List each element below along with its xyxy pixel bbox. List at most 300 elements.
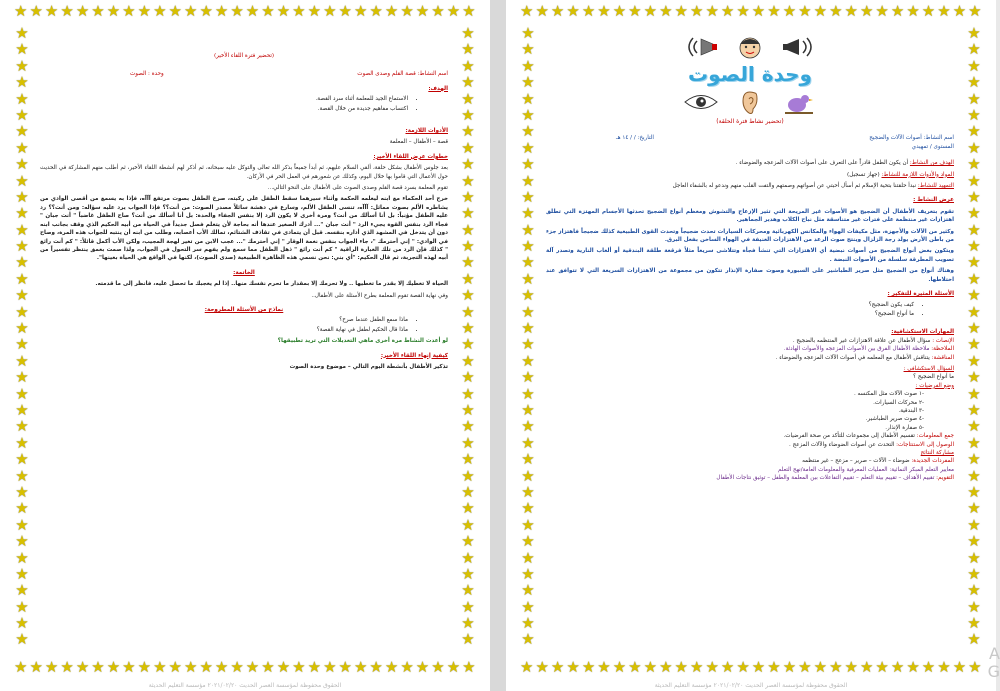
star-icon: ★ <box>521 466 535 485</box>
star-icon: ★ <box>15 138 29 157</box>
star-icon: ★ <box>461 155 475 174</box>
test-text: تقسيم الأطفال إلى مجموعات للتأكد من صحة الفرضيات. <box>783 433 915 440</box>
star-icon: ★ <box>967 450 981 469</box>
star-icon: ★ <box>967 614 981 633</box>
wisdom-text: الحياة لا تعطيك إلا بقدر ما تعطيها .. ولا تحرمك إلا بمقدار ما تحرم نفسك منها.. إذا لم يعجبك ما تحصل عليه، فانظر إلى ما قدمته. <box>95 281 448 288</box>
result-text: التحدث عن أصوات الضوضاء والآلات المزعج . <box>789 441 895 448</box>
star-icon: ★ <box>597 2 611 20</box>
star-icon: ★ <box>245 658 260 676</box>
star-icon: ★ <box>967 40 981 59</box>
star-icon: ★ <box>461 204 475 223</box>
star-icon: ★ <box>60 658 74 676</box>
star-icon: ★ <box>15 302 29 321</box>
star-icon: ★ <box>415 658 430 676</box>
star-icon: ★ <box>461 253 475 272</box>
star-icon: ★ <box>15 89 29 108</box>
star-icon: ★ <box>431 2 445 20</box>
star-icon: ★ <box>521 286 535 305</box>
star-icon: ★ <box>15 237 29 256</box>
star-icon: ★ <box>550 658 565 676</box>
star-icon: ★ <box>628 2 642 20</box>
hypothesis-item: -٣ البندقية. <box>898 407 924 414</box>
bird-icon <box>779 87 819 117</box>
date-label: التاريخ: / / ١٤ هـ <box>616 135 654 142</box>
unit-line: وحدة : الصوت <box>130 71 164 78</box>
star-icon: ★ <box>566 2 580 20</box>
star-icon: ★ <box>967 105 981 124</box>
star-icon: ★ <box>15 564 29 583</box>
star-icon: ★ <box>15 220 29 239</box>
star-icon: ★ <box>15 105 29 124</box>
star-icon: ★ <box>937 658 951 676</box>
ending-text: تذكير الأطفال بأنشطة اليوم التالي – موضوع وحدة الصوت <box>289 363 448 370</box>
star-icon: ★ <box>307 658 322 676</box>
star-icon: ★ <box>967 319 981 338</box>
star-icon: ★ <box>952 658 967 676</box>
star-icon: ★ <box>15 286 29 305</box>
steps-paragraph: بعد جلوس الأطفال بشكل حلقة، ألقي السلام عليهم، ثم أبدأ جميعاً بذكر الله تعالى والتوكل عليه سبحانه، ثم أذكر لهم أنشطة اللقاء الأخير، ثم أطلب منهم المشاركة في الحديث حول الأعمال التي قاموا بها خلال اليوم، وكذلك عن شعورهم في العمل الحر في الأركان. <box>40 165 448 180</box>
star-icon: ★ <box>75 658 90 676</box>
star-icon: ★ <box>15 73 29 92</box>
star-icon: ★ <box>15 335 29 354</box>
tools-text: قصة – الأطفال – المعلمة <box>389 139 448 146</box>
star-icon: ★ <box>521 499 535 518</box>
star-icon: ★ <box>461 482 475 501</box>
main-title: وحدة الصوت <box>688 62 812 86</box>
star-icon: ★ <box>906 2 920 20</box>
star-icon: ★ <box>461 56 475 75</box>
star-icon: ★ <box>535 658 549 676</box>
star-icon: ★ <box>751 2 766 20</box>
star-icon: ★ <box>844 2 858 20</box>
star-icon: ★ <box>521 73 535 92</box>
hypotheses-list <box>546 390 954 432</box>
star-icon: ★ <box>15 351 29 370</box>
ear-icon <box>735 87 765 117</box>
test-label: جمع المعلومات: <box>916 433 954 440</box>
star-icon: ★ <box>15 466 29 485</box>
star-icon: ★ <box>967 548 981 567</box>
star-icon: ★ <box>967 335 981 354</box>
star-icon: ★ <box>461 384 475 403</box>
star-icon: ★ <box>461 614 475 633</box>
star-icon: ★ <box>967 581 981 600</box>
star-icon: ★ <box>521 482 535 501</box>
star-icon: ★ <box>323 2 337 20</box>
star-icon: ★ <box>461 73 475 92</box>
star-border-right <box>966 26 982 648</box>
star-icon: ★ <box>230 2 244 20</box>
skill-text: ملاحظة الأطفال الفرق بين الأصوات المزعجه والأصوات الهادئة. <box>783 346 930 353</box>
star-icon: ★ <box>60 2 74 20</box>
star-icon: ★ <box>461 319 475 338</box>
right-page <box>506 0 996 691</box>
star-icon: ★ <box>461 630 475 649</box>
star-icon: ★ <box>44 658 59 676</box>
present-paragraph: وكثير من الآلات والأجهزة، مثل مكيفات الهواء والمكانس الكهربائية ومحركات السيارات تحدث ضجيجاً وتحدث القوى الطبيعية كذلك ضجيجاً فاهتزاز جزء من باطن الأرض يولد رجة الزلزال وينتج صوت الرعد من الاهتزازات العنيفة في الهواء الساخن بفعل البرق. <box>546 228 954 244</box>
hyp-heading: وضع الفرضيات : <box>915 382 954 389</box>
star-icon: ★ <box>521 220 535 239</box>
goal-heading: الهدف: <box>428 85 448 92</box>
star-icon: ★ <box>844 658 858 676</box>
goal-list <box>40 95 448 113</box>
star-icon: ★ <box>461 515 475 534</box>
right-content <box>546 34 954 644</box>
star-icon: ★ <box>967 564 981 583</box>
tools-heading: الأدوات اللازمة: <box>405 128 448 135</box>
star-icon: ★ <box>44 2 59 20</box>
star-icon: ★ <box>323 658 337 676</box>
star-icon: ★ <box>967 630 981 649</box>
star-icon: ★ <box>461 286 475 305</box>
ideas-line: لو أعدت النشاط مرة أخرى ماهي التعديلات التي تريد تطبيقها؟ <box>277 338 448 345</box>
star-icon: ★ <box>15 171 29 190</box>
star-icon: ★ <box>137 2 152 20</box>
intro-label: التمهيد للنشاط: <box>917 183 954 190</box>
present-heading: عرض النشاط : <box>913 197 954 204</box>
star-icon: ★ <box>521 24 535 42</box>
star-icon: ★ <box>521 630 535 649</box>
star-icon: ★ <box>520 2 534 20</box>
star-icon: ★ <box>813 2 828 20</box>
star-icon: ★ <box>967 482 981 501</box>
left-page <box>0 0 490 691</box>
ending-heading: كيفية إنهاء اللقاء الأخير: <box>380 352 448 359</box>
star-icon: ★ <box>550 2 565 20</box>
star-icon: ★ <box>369 2 383 20</box>
star-icon: ★ <box>15 56 29 75</box>
star-icon: ★ <box>967 73 981 92</box>
star-icon: ★ <box>967 155 981 174</box>
star-icon: ★ <box>628 658 642 676</box>
star-icon: ★ <box>461 417 475 436</box>
subtitle: (تحضير نشاط فترة الحلقة) <box>716 118 784 125</box>
star-icon: ★ <box>292 2 306 20</box>
star-icon: ★ <box>15 581 29 600</box>
star-icon: ★ <box>15 597 29 616</box>
q-heading: السؤال الاستكشافي : <box>903 365 954 372</box>
skill-label: الإنصات : <box>932 337 954 344</box>
star-icon: ★ <box>415 2 430 20</box>
star-icon: ★ <box>967 384 981 403</box>
right-footer: الحقوق محفوظة لمؤسسة العصر الحديث ٢٠٢١/٠٢/٢٠ مؤسسة التعليم الحديثة <box>654 682 848 689</box>
star-icon: ★ <box>369 658 383 676</box>
star-icon: ★ <box>199 658 213 676</box>
star-icon: ★ <box>937 2 951 20</box>
vocab-text: ضوضاء – الآلات – صرير – مزعج – غير منتظمه <box>802 458 910 465</box>
star-icon: ★ <box>75 2 90 20</box>
hypothesis-item: -٢ محركات السيارات. <box>873 399 924 406</box>
star-icon: ★ <box>353 2 368 20</box>
star-icon: ★ <box>462 658 476 676</box>
star-icon: ★ <box>15 400 29 419</box>
star-icon: ★ <box>967 171 981 190</box>
star-icon: ★ <box>461 302 475 321</box>
star-icon: ★ <box>276 2 291 20</box>
star-icon: ★ <box>15 450 29 469</box>
star-border-bottom <box>14 660 476 676</box>
eye-icon <box>681 87 721 117</box>
star-icon: ★ <box>521 400 535 419</box>
star-icon: ★ <box>461 105 475 124</box>
star-border-right <box>460 26 476 648</box>
star-icon: ★ <box>521 564 535 583</box>
star-border-bottom <box>520 660 982 676</box>
star-icon: ★ <box>446 2 461 20</box>
loudspeaker-icon <box>679 35 719 59</box>
star-icon: ★ <box>967 220 981 239</box>
wisdom-text-2: وفي نهاية القصة تقوم المعلمة بطرح الأسئلة على الأطفال.. <box>311 292 448 299</box>
star-icon: ★ <box>461 335 475 354</box>
star-icon: ★ <box>967 237 981 256</box>
star-icon: ★ <box>521 253 535 272</box>
star-icon: ★ <box>384 2 399 20</box>
star-icon: ★ <box>153 658 167 676</box>
star-icon: ★ <box>384 658 399 676</box>
star-icon: ★ <box>461 220 475 239</box>
star-icon: ★ <box>674 2 688 20</box>
hypothesis-item: -١ صوت الآلات مثل المكنسه . <box>853 391 924 398</box>
steps-heading: خطوات عرض اللقاء الأخير: <box>373 153 448 160</box>
star-icon: ★ <box>521 171 535 190</box>
star-icon: ★ <box>461 24 475 42</box>
star-icon: ★ <box>29 658 43 676</box>
star-icon: ★ <box>967 368 981 387</box>
star-icon: ★ <box>230 658 244 676</box>
star-icon: ★ <box>968 658 982 676</box>
star-icon: ★ <box>461 89 475 108</box>
level: المستوى / تمهيدي <box>911 143 954 150</box>
skill-text: سؤال الأطفال عن علاقة الاهتزازات غير المنتظمه بالضجيج . <box>792 337 931 344</box>
star-icon: ★ <box>521 237 535 256</box>
left-footer: الحقوق محفوظة لمؤسسة العصر الحديث ٢٠٢١/٠٢/٢٠ مؤسسة التعليم الحديثة <box>148 682 342 689</box>
star-border-top <box>14 4 476 20</box>
star-icon: ★ <box>521 351 535 370</box>
star-icon: ★ <box>643 658 658 676</box>
star-icon: ★ <box>643 2 658 20</box>
eval-label: التقويم: <box>936 475 954 482</box>
star-icon: ★ <box>106 2 121 20</box>
star-icon: ★ <box>431 658 445 676</box>
star-icon: ★ <box>967 499 981 518</box>
star-icon: ★ <box>521 384 535 403</box>
star-icon: ★ <box>245 2 260 20</box>
vocab-label: المفردات الجديدة: <box>911 458 954 465</box>
skill-label: الملاحظة: <box>931 346 954 353</box>
star-icon: ★ <box>782 2 797 20</box>
star-icon: ★ <box>705 658 719 676</box>
star-icon: ★ <box>521 204 535 223</box>
star-icon: ★ <box>15 187 29 206</box>
star-icon: ★ <box>91 2 105 20</box>
star-icon: ★ <box>597 658 611 676</box>
star-icon: ★ <box>967 466 981 485</box>
star-icon: ★ <box>15 204 29 223</box>
star-icon: ★ <box>461 499 475 518</box>
watermark: A G <box>987 644 1000 681</box>
star-icon: ★ <box>122 658 136 676</box>
present-paragraph: تقوم بتعريف الأطفال أن الضجيج هو الأصوات غير المريحة التي تثير الإزعاج والتشوش ومعظم أنواع الضجيج تحدثها الأجسام المهتزة التي تطلق اهتزازات غير منتظمة على فترات غير متناسقة مثل نباح الكلاب وهدير الجماهير. <box>546 208 954 224</box>
star-icon: ★ <box>829 658 843 676</box>
star-icon: ★ <box>15 269 29 288</box>
star-icon: ★ <box>921 2 936 20</box>
share-label: مشاركة النتائج <box>920 450 954 456</box>
star-icon: ★ <box>967 253 981 272</box>
star-icon: ★ <box>521 56 535 75</box>
hypothesis-item: -٤ صوت صرير الطباشير. <box>865 416 924 423</box>
star-icon: ★ <box>521 105 535 124</box>
star-icon: ★ <box>689 2 704 20</box>
star-icon: ★ <box>15 155 29 174</box>
star-icon: ★ <box>461 171 475 190</box>
star-icon: ★ <box>461 187 475 206</box>
star-icon: ★ <box>967 532 981 551</box>
activity-line: اسم النشاط: قصة القلم وصدى الصوت <box>357 71 448 78</box>
star-icon: ★ <box>461 532 475 551</box>
star-icon: ★ <box>461 548 475 567</box>
star-icon: ★ <box>461 351 475 370</box>
star-icon: ★ <box>15 499 29 518</box>
star-icon: ★ <box>967 122 981 141</box>
star-icon: ★ <box>521 302 535 321</box>
star-icon: ★ <box>462 2 476 20</box>
star-icon: ★ <box>214 2 229 20</box>
star-icon: ★ <box>15 548 29 567</box>
star-icon: ★ <box>967 89 981 108</box>
star-icon: ★ <box>967 515 981 534</box>
megaphone-icon <box>781 35 821 59</box>
star-icon: ★ <box>199 2 213 20</box>
star-icon: ★ <box>705 2 719 20</box>
star-border-left <box>520 26 536 648</box>
present-paragraph: ويتكون بعض أنواع الضجيج من أصوات نبضية أي الاهتزازات التي تنشأ فجأة وتتلاشى سريعاً مثلاً فرقعة طلقة البندقية أو ألعاب النارية وتصدر آلة تصويب المطرقة سلسلة من الأصوات النبضة . <box>546 248 954 263</box>
star-icon: ★ <box>521 335 535 354</box>
star-icon: ★ <box>168 2 182 20</box>
star-icon: ★ <box>967 187 981 206</box>
stim-question: • ما أنواع الضجيج؟ <box>546 310 914 318</box>
star-icon: ★ <box>798 2 812 20</box>
star-icon: ★ <box>461 450 475 469</box>
star-icon: ★ <box>890 658 905 676</box>
star-icon: ★ <box>952 2 967 20</box>
star-icon: ★ <box>461 564 475 583</box>
star-icon: ★ <box>29 2 43 20</box>
star-icon: ★ <box>15 417 29 436</box>
star-icon: ★ <box>521 581 535 600</box>
star-icon: ★ <box>521 319 535 338</box>
star-icon: ★ <box>15 24 29 42</box>
star-icon: ★ <box>967 204 981 223</box>
star-icon: ★ <box>14 2 28 20</box>
star-icon: ★ <box>521 417 535 436</box>
star-icon: ★ <box>521 269 535 288</box>
goal-text: أن يكون الطفل قادراً على التعرف على أصوات الآلات المزعجه والضوضاء . <box>735 160 909 167</box>
star-icon: ★ <box>967 138 981 157</box>
goal-item: • اكتساب مفاهيم جديدة من خلال القصة. <box>40 105 408 113</box>
star-icon: ★ <box>967 56 981 75</box>
star-icon: ★ <box>875 2 889 20</box>
star-icon: ★ <box>581 2 596 20</box>
star-icon: ★ <box>967 269 981 288</box>
materials-label: المواد والأدوات اللازمة للنشاط: <box>881 171 954 178</box>
star-icon: ★ <box>521 155 535 174</box>
star-icon: ★ <box>353 658 368 676</box>
star-icon: ★ <box>521 40 535 59</box>
star-icon: ★ <box>967 286 981 305</box>
star-icon: ★ <box>276 658 291 676</box>
star-icon: ★ <box>461 269 475 288</box>
goal-label: الهدف من النشاط: <box>909 160 954 167</box>
star-icon: ★ <box>15 532 29 551</box>
star-icon: ★ <box>674 658 688 676</box>
star-icon: ★ <box>14 658 28 676</box>
star-icon: ★ <box>736 2 750 20</box>
star-icon: ★ <box>521 122 535 141</box>
star-icon: ★ <box>400 2 414 20</box>
star-icon: ★ <box>767 2 781 20</box>
star-icon: ★ <box>461 466 475 485</box>
star-icon: ★ <box>521 450 535 469</box>
star-icon: ★ <box>183 658 198 676</box>
materials-text: (جهاز تسجيل) <box>847 171 880 178</box>
star-icon: ★ <box>813 658 828 676</box>
star-icon: ★ <box>782 658 797 676</box>
star-icon: ★ <box>15 630 29 649</box>
star-icon: ★ <box>720 2 735 20</box>
star-icon: ★ <box>859 2 874 20</box>
star-icon: ★ <box>400 658 414 676</box>
star-icon: ★ <box>535 2 549 20</box>
star-icon: ★ <box>153 2 167 20</box>
wisdom-heading: الخاتمة: <box>233 269 255 276</box>
star-icon: ★ <box>968 2 982 20</box>
star-icon: ★ <box>521 187 535 206</box>
star-icon: ★ <box>446 658 461 676</box>
star-icon: ★ <box>15 368 29 387</box>
star-icon: ★ <box>581 658 596 676</box>
star-icon: ★ <box>15 253 29 272</box>
star-icon: ★ <box>106 658 121 676</box>
star-icon: ★ <box>168 658 182 676</box>
questions-list <box>40 316 448 334</box>
star-border-top <box>520 4 982 20</box>
star-icon: ★ <box>122 2 136 20</box>
star-icon: ★ <box>461 433 475 452</box>
star-icon: ★ <box>338 658 352 676</box>
star-icon: ★ <box>91 658 105 676</box>
star-icon: ★ <box>461 597 475 616</box>
star-icon: ★ <box>875 658 889 676</box>
star-icon: ★ <box>521 614 535 633</box>
star-icon: ★ <box>798 658 812 676</box>
activity-name: اسم النشاط: أصوات الآلات والضجيج <box>869 135 954 142</box>
star-icon: ★ <box>461 581 475 600</box>
star-icon: ★ <box>521 368 535 387</box>
star-icon: ★ <box>967 302 981 321</box>
question-item: • ماذا قال الحكيم لطفل في نهاية القصة؟ <box>40 326 408 334</box>
star-icon: ★ <box>461 122 475 141</box>
star-icon: ★ <box>15 40 29 59</box>
star-icon: ★ <box>967 597 981 616</box>
stim-heading: الأسئلة المثيرة للتفكير : <box>887 291 954 298</box>
star-border-left <box>14 26 30 648</box>
star-icon: ★ <box>137 658 152 676</box>
star-icon: ★ <box>689 658 704 676</box>
star-icon: ★ <box>659 2 673 20</box>
star-icon: ★ <box>566 658 580 676</box>
star-icon: ★ <box>461 237 475 256</box>
page-gap <box>490 0 506 691</box>
